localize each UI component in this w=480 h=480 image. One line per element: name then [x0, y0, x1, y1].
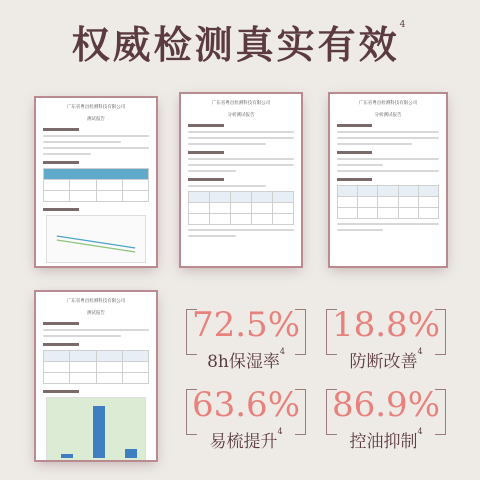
report-subtitle: 测试报告 — [87, 310, 105, 315]
section-bar — [43, 343, 79, 346]
chart-lines — [47, 216, 145, 262]
bar-chart-thumbnail — [46, 397, 146, 460]
text-line — [337, 229, 383, 231]
section-bar — [43, 390, 79, 393]
page-title — [0, 14, 480, 69]
test-report-4 — [36, 292, 156, 460]
report-table — [188, 191, 294, 225]
stat-label: 防断改善 — [349, 352, 418, 372]
text-line — [337, 131, 439, 133]
stat-mark: 4 — [417, 427, 423, 436]
stat-value: 72.5% — [191, 305, 300, 345]
text-line — [43, 335, 121, 337]
text-line — [188, 164, 294, 166]
text-line — [337, 137, 439, 139]
stat-label: 8h保湿率 — [207, 352, 280, 372]
title-mark: 4 — [399, 20, 409, 30]
bracket-left — [326, 389, 337, 435]
test-report-3 — [330, 94, 446, 266]
report-table — [43, 350, 149, 384]
text-line — [337, 143, 412, 145]
text-line — [337, 170, 439, 172]
report-subtitle: 分析测试报告 — [374, 112, 402, 117]
stat-label: 易梳提升 — [209, 432, 278, 452]
text-line — [337, 223, 439, 225]
stat-label: 控油抑制 — [349, 432, 418, 452]
section-bar — [188, 151, 224, 154]
test-report-2 — [181, 94, 301, 266]
section-bar — [188, 124, 224, 127]
section-bar — [43, 161, 79, 164]
text-line — [188, 185, 266, 187]
text-line — [188, 170, 236, 172]
text-line — [188, 235, 236, 237]
text-line — [43, 135, 149, 137]
stat-mark: 4 — [417, 347, 423, 356]
chart-bar — [93, 406, 105, 458]
report-table — [337, 185, 439, 219]
stat-mark: 4 — [279, 347, 285, 356]
text-line — [43, 153, 91, 155]
text-line — [43, 329, 149, 331]
stat-value: 63.6% — [191, 385, 300, 425]
text-line — [337, 158, 439, 160]
stat-breakage — [326, 305, 446, 372]
section-bar — [43, 208, 79, 211]
line-chart-thumbnail — [46, 215, 146, 263]
text-line — [337, 164, 383, 166]
stat-label-row — [326, 347, 446, 372]
report-table — [43, 168, 149, 202]
section-bar — [43, 128, 79, 131]
text-line — [188, 229, 294, 231]
section-bar — [337, 178, 372, 181]
report-company: 广东省粤昌检测科技有限公司 — [211, 100, 271, 105]
chart-bar — [125, 449, 137, 458]
bracket-left — [186, 309, 197, 355]
stat-mark: 4 — [277, 427, 283, 436]
stat-combing — [186, 385, 306, 452]
stat-label-row — [186, 427, 306, 452]
report-company: 广东省粤昌检测科技有限公司 — [66, 298, 126, 303]
text-line — [188, 137, 294, 139]
section-bar — [43, 322, 79, 325]
text-line — [188, 143, 266, 145]
section-bar — [188, 178, 224, 181]
section-bar — [337, 151, 372, 154]
title-text: 权威检测真实有效 — [71, 22, 400, 67]
text-line — [188, 131, 294, 133]
section-bar — [337, 124, 372, 127]
text-line — [43, 147, 149, 149]
bracket-right — [295, 389, 306, 435]
chart-bar — [61, 454, 73, 458]
stat-value: 18.8% — [331, 305, 440, 345]
report-subtitle: 分析测试报告 — [227, 112, 255, 117]
report-subtitle: 测试报告 — [87, 116, 105, 121]
stat-value: 86.9% — [331, 385, 440, 425]
report-company: 广东省粤昌检测科技有限公司 — [66, 104, 126, 109]
bracket-right — [435, 389, 446, 435]
stat-moisture — [186, 305, 306, 372]
report-company: 广东省粤昌检测科技有限公司 — [358, 100, 418, 105]
bracket-left — [326, 309, 337, 355]
stat-oil-control — [326, 385, 446, 452]
bracket-left — [186, 389, 197, 435]
stat-label-row — [326, 427, 446, 452]
test-report-1 — [36, 98, 156, 266]
text-line — [188, 158, 294, 160]
bracket-right — [435, 309, 446, 355]
stat-label-row — [186, 347, 306, 372]
bracket-right — [295, 309, 306, 355]
text-line — [43, 141, 121, 143]
